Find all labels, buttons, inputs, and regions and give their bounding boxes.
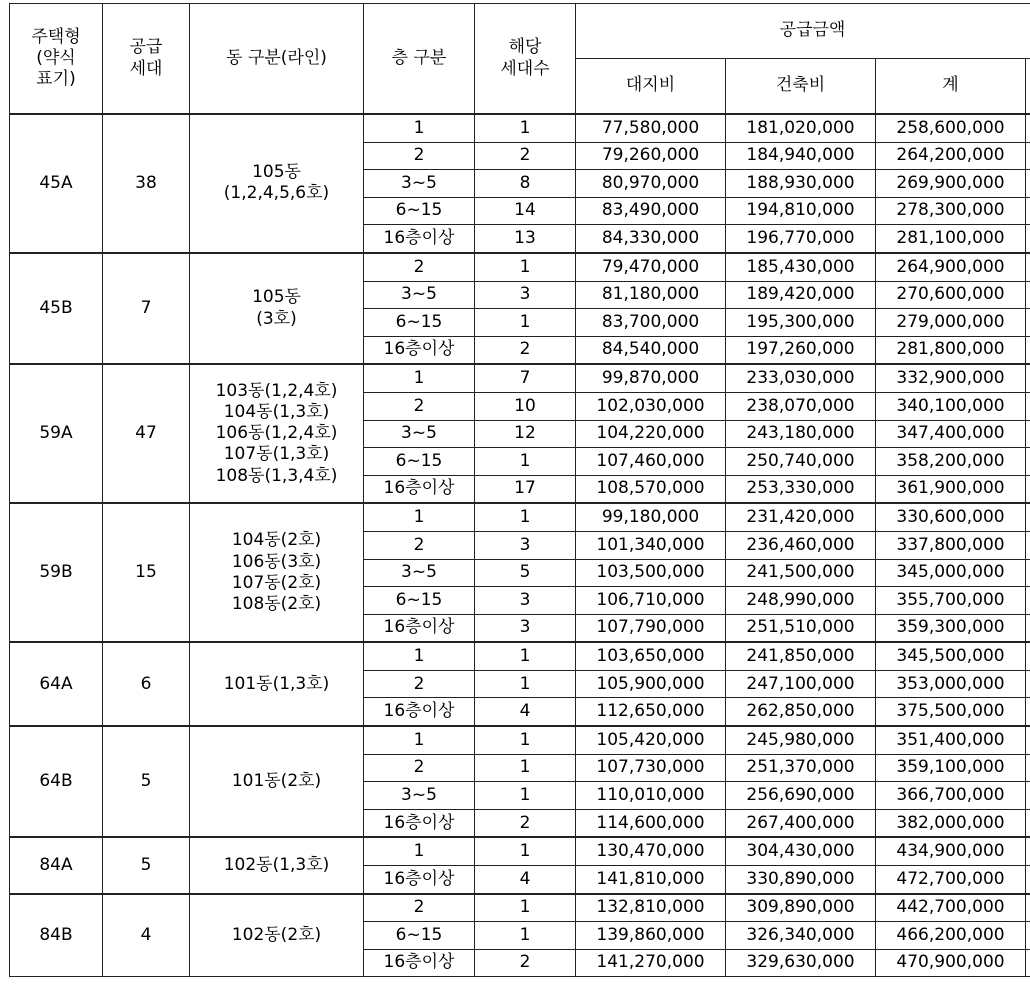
construction-cost-cell: 326,340,000: [726, 922, 876, 950]
housing-type-cell: 59A: [10, 364, 103, 503]
table-row: [10, 364, 1030, 392]
supply-units-cell: 6: [103, 642, 190, 726]
total-cell: 270,600,000: [876, 281, 1026, 309]
building-line-cell: 105동 (1,2,4,5,6호): [190, 114, 364, 253]
unit-count-cell: 1: [475, 670, 576, 698]
construction-cost-cell: 267,400,000: [726, 809, 876, 837]
construction-cost-cell: 189,420,000: [726, 281, 876, 309]
table-body: [10, 114, 1030, 977]
unit-count-cell: 8: [475, 170, 576, 198]
total-cell: 332,900,000: [876, 364, 1026, 392]
floor-cell: 2: [364, 670, 475, 698]
total-cell: 258,600,000: [876, 114, 1026, 142]
land-cost-cell: 79,470,000: [576, 253, 726, 281]
floor-cell: 2: [364, 142, 475, 170]
extra-cell: [1026, 559, 1030, 587]
total-cell: 264,900,000: [876, 253, 1026, 281]
extra-cell: [1026, 670, 1030, 698]
floor-cell: 3~5: [364, 782, 475, 810]
extra-cell: [1026, 309, 1030, 337]
floor-cell: 2: [364, 253, 475, 281]
floor-cell: 16층이상: [364, 336, 475, 364]
land-cost-cell: 83,700,000: [576, 309, 726, 337]
extra-cell: [1026, 698, 1030, 726]
floor-cell: 3~5: [364, 281, 475, 309]
land-cost-cell: 139,860,000: [576, 922, 726, 950]
total-cell: 345,000,000: [876, 559, 1026, 587]
land-cost-cell: 141,270,000: [576, 949, 726, 977]
extra-cell: [1026, 336, 1030, 364]
extra-cell: [1026, 949, 1030, 977]
unit-count-cell: 1: [475, 503, 576, 531]
construction-cost-cell: 188,930,000: [726, 170, 876, 198]
construction-cost-cell: 196,770,000: [726, 225, 876, 253]
land-cost-cell: 112,650,000: [576, 698, 726, 726]
floor-cell: 1: [364, 503, 475, 531]
land-cost-cell: 130,470,000: [576, 837, 726, 865]
construction-cost-cell: 243,180,000: [726, 420, 876, 448]
building-line-cell: 101동(2호): [190, 726, 364, 837]
extra-cell: [1026, 894, 1030, 922]
land-cost-cell: 141,810,000: [576, 866, 726, 894]
supply-units-cell: 4: [103, 894, 190, 977]
land-cost-cell: 132,810,000: [576, 894, 726, 922]
total-cell: 264,200,000: [876, 142, 1026, 170]
unit-count-cell: 2: [475, 336, 576, 364]
floor-cell: 2: [364, 392, 475, 420]
unit-count-cell: 1: [475, 448, 576, 476]
housing-type-cell: 59B: [10, 503, 103, 642]
construction-cost-cell: 330,890,000: [726, 866, 876, 894]
land-cost-cell: 110,010,000: [576, 782, 726, 810]
land-cost-cell: 106,710,000: [576, 587, 726, 615]
housing-type-cell: 45A: [10, 114, 103, 253]
supply-units-cell: 47: [103, 364, 190, 503]
land-cost-cell: 99,870,000: [576, 364, 726, 392]
unit-count-cell: 1: [475, 894, 576, 922]
header-supply-price: 공급금액: [576, 4, 1030, 59]
header-unit-count: 해당 세대수: [475, 4, 576, 115]
table-row: [10, 114, 1030, 142]
floor-cell: 1: [364, 837, 475, 865]
header-housing-type: 주택형 (약식 표기): [10, 4, 103, 115]
header-land-cost: 대지비: [576, 59, 726, 115]
header-extra-column: [1026, 59, 1030, 115]
housing-type-cell: 84A: [10, 837, 103, 893]
floor-cell: 1: [364, 114, 475, 142]
extra-cell: [1026, 114, 1030, 142]
extra-cell: [1026, 642, 1030, 670]
total-cell: 340,100,000: [876, 392, 1026, 420]
floor-cell: 16층이상: [364, 225, 475, 253]
building-line-cell: 104동(2호) 106동(3호) 107동(2호) 108동(2호): [190, 503, 364, 642]
construction-cost-cell: 233,030,000: [726, 364, 876, 392]
supply-units-cell: 5: [103, 837, 190, 893]
unit-count-cell: 10: [475, 392, 576, 420]
total-cell: 359,100,000: [876, 754, 1026, 782]
unit-count-cell: 1: [475, 642, 576, 670]
floor-cell: 2: [364, 894, 475, 922]
floor-cell: 6~15: [364, 922, 475, 950]
total-cell: 359,300,000: [876, 614, 1026, 642]
construction-cost-cell: 250,740,000: [726, 448, 876, 476]
extra-cell: [1026, 922, 1030, 950]
unit-count-cell: 3: [475, 531, 576, 559]
construction-cost-cell: 236,460,000: [726, 531, 876, 559]
extra-cell: [1026, 475, 1030, 503]
table-row: [10, 726, 1030, 754]
total-cell: 470,900,000: [876, 949, 1026, 977]
housing-type-cell: 45B: [10, 253, 103, 364]
header-building-line: 동 구분(라인): [190, 4, 364, 115]
extra-cell: [1026, 837, 1030, 865]
floor-cell: 1: [364, 642, 475, 670]
unit-count-cell: 5: [475, 559, 576, 587]
unit-count-cell: 1: [475, 837, 576, 865]
floor-cell: 6~15: [364, 587, 475, 615]
construction-cost-cell: 245,980,000: [726, 726, 876, 754]
total-cell: 281,800,000: [876, 336, 1026, 364]
unit-count-cell: 1: [475, 726, 576, 754]
unit-count-cell: 1: [475, 782, 576, 810]
total-cell: 351,400,000: [876, 726, 1026, 754]
construction-cost-cell: 194,810,000: [726, 197, 876, 225]
extra-cell: [1026, 197, 1030, 225]
table-row: [10, 253, 1030, 281]
construction-cost-cell: 195,300,000: [726, 309, 876, 337]
unit-count-cell: 4: [475, 866, 576, 894]
table-row: [10, 642, 1030, 670]
floor-cell: 1: [364, 726, 475, 754]
construction-cost-cell: 184,940,000: [726, 142, 876, 170]
land-cost-cell: 114,600,000: [576, 809, 726, 837]
construction-cost-cell: 181,020,000: [726, 114, 876, 142]
construction-cost-cell: 251,370,000: [726, 754, 876, 782]
header-total: 계: [876, 59, 1026, 115]
land-cost-cell: 105,900,000: [576, 670, 726, 698]
total-cell: 366,700,000: [876, 782, 1026, 810]
total-cell: 355,700,000: [876, 587, 1026, 615]
land-cost-cell: 102,030,000: [576, 392, 726, 420]
header-floor: 층 구분: [364, 4, 475, 115]
building-line-cell: 101동(1,3호): [190, 642, 364, 726]
land-cost-cell: 107,730,000: [576, 754, 726, 782]
construction-cost-cell: 253,330,000: [726, 475, 876, 503]
land-cost-cell: 79,260,000: [576, 142, 726, 170]
floor-cell: 2: [364, 754, 475, 782]
floor-cell: 16층이상: [364, 866, 475, 894]
construction-cost-cell: 262,850,000: [726, 698, 876, 726]
unit-count-cell: 17: [475, 475, 576, 503]
total-cell: 269,900,000: [876, 170, 1026, 198]
floor-cell: 16층이상: [364, 698, 475, 726]
land-cost-cell: 77,580,000: [576, 114, 726, 142]
extra-cell: [1026, 142, 1030, 170]
floor-cell: 3~5: [364, 170, 475, 198]
extra-cell: [1026, 170, 1030, 198]
extra-cell: [1026, 614, 1030, 642]
land-cost-cell: 103,650,000: [576, 642, 726, 670]
extra-cell: [1026, 225, 1030, 253]
construction-cost-cell: 185,430,000: [726, 253, 876, 281]
unit-count-cell: 1: [475, 922, 576, 950]
housing-type-cell: 64B: [10, 726, 103, 837]
construction-cost-cell: 231,420,000: [726, 503, 876, 531]
unit-count-cell: 3: [475, 587, 576, 615]
construction-cost-cell: 238,070,000: [726, 392, 876, 420]
total-cell: 330,600,000: [876, 503, 1026, 531]
unit-count-cell: 2: [475, 142, 576, 170]
total-cell: 279,000,000: [876, 309, 1026, 337]
construction-cost-cell: 197,260,000: [726, 336, 876, 364]
extra-cell: [1026, 420, 1030, 448]
land-cost-cell: 99,180,000: [576, 503, 726, 531]
building-line-cell: 103동(1,2,4호) 104동(1,3호) 106동(1,2,4호) 107동(1,3호) 108동(1,3,4호): [190, 364, 364, 503]
land-cost-cell: 105,420,000: [576, 726, 726, 754]
construction-cost-cell: 241,500,000: [726, 559, 876, 587]
extra-cell: [1026, 364, 1030, 392]
unit-count-cell: 3: [475, 281, 576, 309]
total-cell: 361,900,000: [876, 475, 1026, 503]
unit-count-cell: 4: [475, 698, 576, 726]
construction-cost-cell: 329,630,000: [726, 949, 876, 977]
total-cell: 337,800,000: [876, 531, 1026, 559]
extra-cell: [1026, 503, 1030, 531]
extra-cell: [1026, 281, 1030, 309]
unit-count-cell: 7: [475, 364, 576, 392]
construction-cost-cell: 248,990,000: [726, 587, 876, 615]
total-cell: 434,900,000: [876, 837, 1026, 865]
floor-cell: 16층이상: [364, 949, 475, 977]
extra-cell: [1026, 587, 1030, 615]
supply-units-cell: 15: [103, 503, 190, 642]
floor-cell: 6~15: [364, 448, 475, 476]
floor-cell: 1: [364, 364, 475, 392]
building-line-cell: 102동(1,3호): [190, 837, 364, 893]
unit-count-cell: 1: [475, 114, 576, 142]
unit-count-cell: 2: [475, 809, 576, 837]
supply-units-cell: 7: [103, 253, 190, 364]
floor-cell: 6~15: [364, 309, 475, 337]
land-cost-cell: 84,540,000: [576, 336, 726, 364]
extra-cell: [1026, 726, 1030, 754]
land-cost-cell: 83,490,000: [576, 197, 726, 225]
land-cost-cell: 81,180,000: [576, 281, 726, 309]
unit-count-cell: 1: [475, 253, 576, 281]
total-cell: 278,300,000: [876, 197, 1026, 225]
unit-count-cell: 3: [475, 614, 576, 642]
housing-type-cell: 84B: [10, 894, 103, 977]
unit-count-cell: 1: [475, 754, 576, 782]
floor-cell: 2: [364, 531, 475, 559]
extra-cell: [1026, 866, 1030, 894]
extra-cell: [1026, 754, 1030, 782]
supply-units-cell: 38: [103, 114, 190, 253]
land-cost-cell: 107,460,000: [576, 448, 726, 476]
extra-cell: [1026, 531, 1030, 559]
unit-count-cell: 1: [475, 309, 576, 337]
floor-cell: 16층이상: [364, 475, 475, 503]
total-cell: 281,100,000: [876, 225, 1026, 253]
building-line-cell: 102동(2호): [190, 894, 364, 977]
land-cost-cell: 104,220,000: [576, 420, 726, 448]
table-row: [10, 894, 1030, 922]
total-cell: 466,200,000: [876, 922, 1026, 950]
table-row: [10, 837, 1030, 865]
extra-cell: [1026, 809, 1030, 837]
construction-cost-cell: 241,850,000: [726, 642, 876, 670]
construction-cost-cell: 309,890,000: [726, 894, 876, 922]
extra-cell: [1026, 448, 1030, 476]
construction-cost-cell: 304,430,000: [726, 837, 876, 865]
unit-count-cell: 13: [475, 225, 576, 253]
land-cost-cell: 108,570,000: [576, 475, 726, 503]
supply-units-cell: 5: [103, 726, 190, 837]
land-cost-cell: 101,340,000: [576, 531, 726, 559]
total-cell: 358,200,000: [876, 448, 1026, 476]
header-construction-cost: 건축비: [726, 59, 876, 115]
construction-cost-cell: 247,100,000: [726, 670, 876, 698]
housing-type-cell: 64A: [10, 642, 103, 726]
total-cell: 375,500,000: [876, 698, 1026, 726]
table-row: [10, 503, 1030, 531]
construction-cost-cell: 256,690,000: [726, 782, 876, 810]
supply-price-table: [9, 3, 1030, 977]
extra-cell: [1026, 392, 1030, 420]
unit-count-cell: 14: [475, 197, 576, 225]
extra-cell: [1026, 253, 1030, 281]
header-supply-units: 공급 세대: [103, 4, 190, 115]
total-cell: 472,700,000: [876, 866, 1026, 894]
construction-cost-cell: 251,510,000: [726, 614, 876, 642]
floor-cell: 3~5: [364, 559, 475, 587]
total-cell: 382,000,000: [876, 809, 1026, 837]
extra-cell: [1026, 782, 1030, 810]
unit-count-cell: 12: [475, 420, 576, 448]
unit-count-cell: 2: [475, 949, 576, 977]
total-cell: 345,500,000: [876, 642, 1026, 670]
total-cell: 353,000,000: [876, 670, 1026, 698]
floor-cell: 16층이상: [364, 614, 475, 642]
land-cost-cell: 103,500,000: [576, 559, 726, 587]
land-cost-cell: 107,790,000: [576, 614, 726, 642]
total-cell: 442,700,000: [876, 894, 1026, 922]
floor-cell: 3~5: [364, 420, 475, 448]
total-cell: 347,400,000: [876, 420, 1026, 448]
land-cost-cell: 80,970,000: [576, 170, 726, 198]
floor-cell: 16층이상: [364, 809, 475, 837]
floor-cell: 6~15: [364, 197, 475, 225]
building-line-cell: 105동 (3호): [190, 253, 364, 364]
land-cost-cell: 84,330,000: [576, 225, 726, 253]
